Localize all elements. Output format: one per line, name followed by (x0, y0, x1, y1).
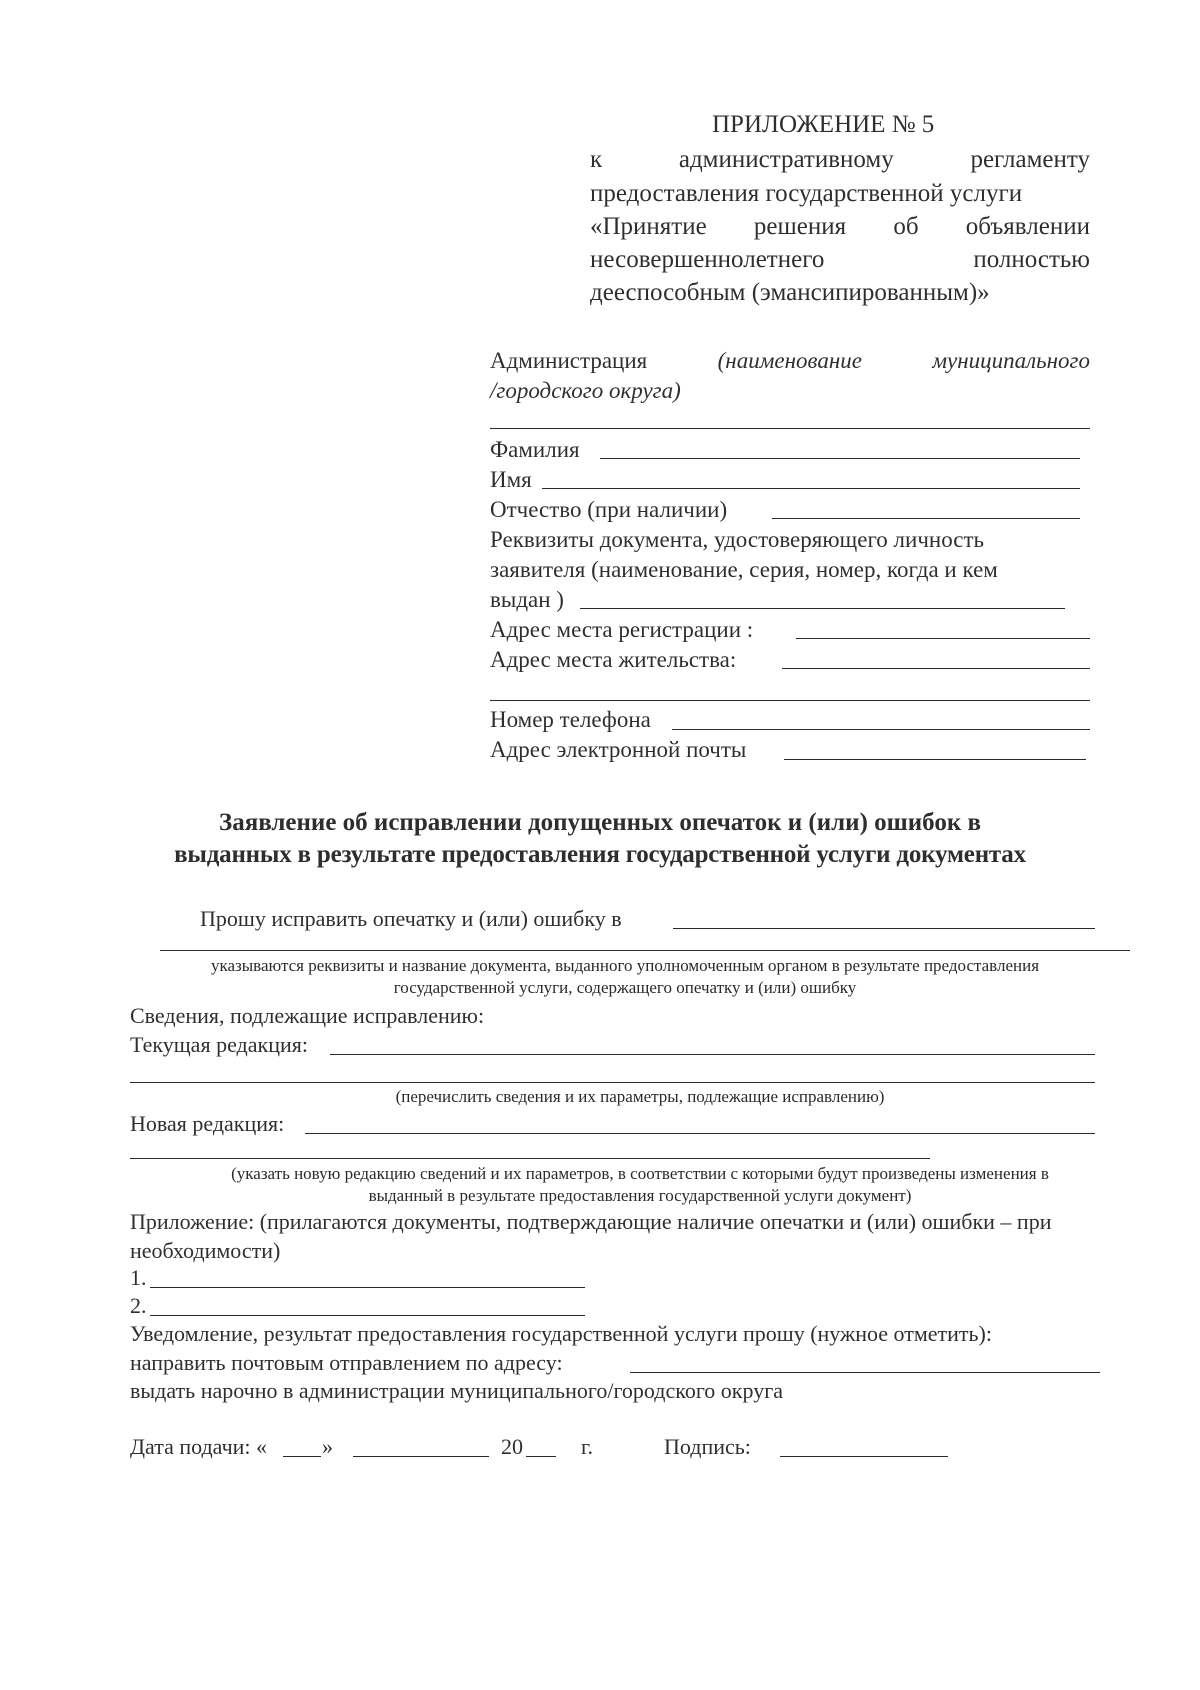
attachment-item-2-number: 2. (130, 1293, 147, 1318)
mail-option[interactable]: направить почтовым отправлением по адресу: (130, 1350, 563, 1375)
new-edition-field[interactable] (305, 1133, 1095, 1134)
date-day-field[interactable] (283, 1456, 321, 1457)
name-field[interactable] (542, 488, 1080, 489)
administration-hint-b: муниципального (932, 348, 1090, 373)
phone-field[interactable] (672, 729, 1090, 730)
new-edition-field-2[interactable] (130, 1158, 930, 1159)
date-label: Дата подачи: « (130, 1434, 268, 1459)
current-edition-note: (перечислить сведения и их параметры, подлежащие исправлению) (395, 1087, 885, 1106)
attachment-item-1-number: 1. (130, 1265, 147, 1290)
new-edition-label: Новая редакция: (130, 1111, 285, 1136)
surname-field[interactable] (600, 458, 1080, 459)
appendix-line-3-word: объявлении (965, 213, 1090, 240)
appendix-line-3-word: решения (753, 213, 847, 240)
notice-line: Уведомление, результат предоставления государственной услуги прошу (нужное отметить): (130, 1321, 992, 1346)
phone-label: Номер телефона (490, 707, 651, 732)
appendix-line-1 (590, 145, 1090, 175)
id-document-field[interactable] (580, 608, 1065, 609)
email-label: Адрес электронной почты (490, 737, 747, 762)
id-document-line-3: выдан ) (490, 587, 564, 612)
administration-line (490, 346, 1090, 375)
appendix-line-5: дееспособным (эмансипированным)» (590, 279, 990, 306)
new-edition-note-line-1: (указать новую редакцию сведений и их параметров, в соответствии с которыми будут произведены изменения в (231, 1164, 1049, 1183)
administration-hint-a: (наименование (717, 348, 862, 373)
patronymic-label: Отчество (при наличии) (490, 497, 728, 522)
appendix-line-3-word: «Принятие (590, 213, 707, 240)
appendix-title: ПРИЛОЖЕНИЕ № 5 (712, 111, 935, 138)
residence-address-field-2[interactable] (490, 700, 1090, 701)
email-field[interactable] (784, 759, 1086, 760)
signature-label: Подпись: (664, 1434, 751, 1459)
signature-field[interactable] (780, 1456, 948, 1457)
registration-address-field[interactable] (796, 638, 1090, 639)
current-edition-field[interactable] (330, 1054, 1095, 1055)
request-note-line-2: государственной услуги, содержащего опечатку и (или) ошибку (393, 978, 857, 997)
appendix-line-4-word: несовершеннолетнего (590, 246, 825, 273)
document-title-line-1: Заявление об исправлении допущенных опечаток и (или) ошибок в (219, 809, 981, 836)
registration-address-label: Адрес места регистрации : (490, 617, 754, 642)
surname-label: Фамилия (490, 437, 580, 462)
info-heading: Сведения, подлежащие исправлению: (130, 1003, 485, 1028)
appendix-line-3 (590, 212, 1090, 242)
attachment-item-2-field[interactable] (150, 1315, 585, 1316)
request-field[interactable] (673, 928, 1095, 929)
attachment-line-1: Приложение: (прилагаются документы, подтверждающие наличие опечатки и (или) ошибки – при (130, 1209, 1052, 1234)
request-field-2[interactable] (160, 950, 1130, 951)
appendix-line-1-word: административному (678, 146, 894, 173)
appendix-line-1-word: регламенту (970, 146, 1090, 173)
date-close-quote: » (322, 1434, 333, 1459)
document-title-line-2: выданных в результате предоставления государственной услуги документах (174, 841, 1026, 868)
id-document-line-2: заявителя (наименование, серия, номер, когда и кем (490, 557, 998, 582)
appendix-line-4-word: полностью (973, 246, 1090, 273)
attachment-line-2: необходимости) (130, 1238, 281, 1263)
request-text: Прошу исправить опечатку и (или) ошибку в (200, 906, 622, 931)
appendix-line-2: предоставления государственной услуги (590, 180, 1023, 207)
id-document-line-1: Реквизиты документа, удостоверяющего личность (490, 527, 985, 552)
name-label: Имя (490, 467, 532, 492)
current-edition-label: Текущая редакция: (130, 1032, 308, 1057)
residence-address-field[interactable] (782, 668, 1090, 669)
appendix-line-4 (590, 245, 1090, 275)
appendix-line-1-word: к (590, 146, 603, 173)
date-month-field[interactable] (353, 1456, 489, 1457)
mail-address-field[interactable] (630, 1372, 1100, 1373)
date-year-field[interactable] (526, 1456, 556, 1457)
administration-hint-c: /городского округа) (490, 378, 681, 403)
administration-field[interactable] (490, 428, 1090, 429)
residence-address-label: Адрес места жительства: (490, 647, 737, 672)
attachment-item-1-field[interactable] (150, 1287, 585, 1288)
office-option[interactable]: выдать нарочно в администрации муниципального/городского округа (130, 1378, 783, 1403)
appendix-line-3-word: об (893, 213, 919, 240)
patronymic-field[interactable] (772, 518, 1080, 519)
current-edition-field-2[interactable] (130, 1082, 1095, 1083)
request-note-line-1: указываются реквизиты и название документа, выданного уполномоченным органом в результате предоставления (210, 956, 1040, 975)
new-edition-note-line-2: выданный в результате предоставления государственной услуги документ) (368, 1186, 912, 1205)
administration-word: Администрация (490, 348, 648, 373)
date-year-prefix: 20 (501, 1434, 523, 1459)
date-year-suffix: г. (581, 1434, 594, 1459)
